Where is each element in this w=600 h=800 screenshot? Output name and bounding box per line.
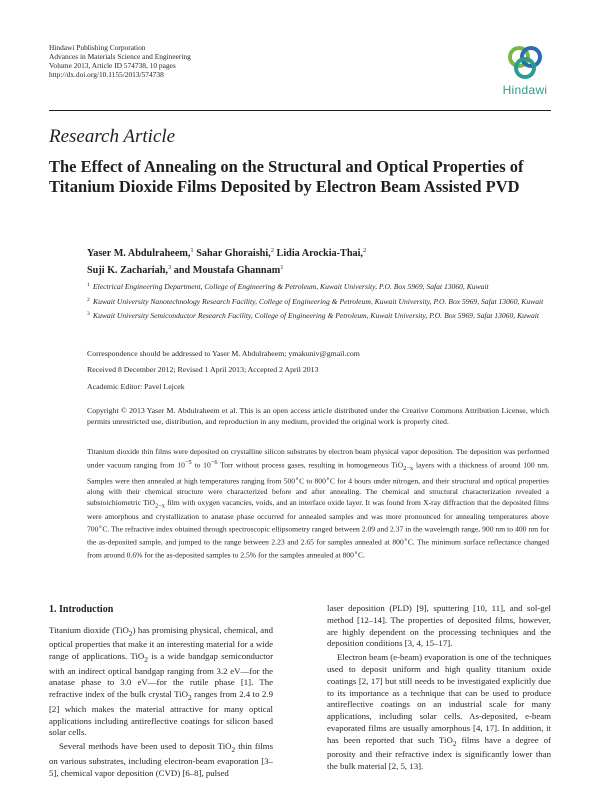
degree-sign: ∘ [403,536,408,544]
academic-editor: Academic Editor: Pavel Lejcek [87,382,185,391]
correspondence: Correspondence should be addressed to Yaser M. Abdulraheem; ymakuniv@gmail.com [87,349,360,358]
publisher-name: Hindawi Publishing Corporation [49,43,146,52]
doi-link[interactable]: http://dx.doi.org/10.1155/2013/574738 [49,70,164,79]
abstract-text: to 10 [191,460,211,470]
paragraph-text: films have a degree of porosity and their refractive index is significantly lower than the bulk material [2, 5, 13]. [327,734,551,772]
affiliations [87,282,549,326]
copyright-notice: Copyright © 2013 Yaser M. Abdulraheem et al. This is an open access article distributed under the Creative Commons Attribution License, which permits unrestricted use, distribution, and reproduction in any medium, provided the original work is properly cited. [87,406,549,426]
affiliation-number: 1 [87,282,90,288]
abstract-text: C to 800 [299,476,326,486]
article-type: Research Article [49,126,176,147]
paragraph [327,652,551,773]
author-list [87,244,547,278]
abstract-text: C. The minimum surface reflectance changed from around 0.6% for the as-deposited samples to 2.5% for the samples annealed at 800 [87,537,549,560]
affiliation-text: Kuwait University Nanotechnology Research Facility, College of Engineering & Petroleum, Kuwait University, P.O. Box 5969, Safat 13060, Kuwait [93,296,544,306]
exponent: −5 [184,458,192,466]
paragraph-text: Titanium dioxide (TiO [49,624,129,635]
hindawi-logo-text: Hindawi [502,83,548,97]
publication-info [49,43,191,79]
author-affil-number: 3 [167,264,172,271]
degree-sign: ∘ [98,523,103,531]
paragraph [49,741,273,779]
subscript: 2−x [155,502,165,510]
author-name: Lidia Arockia-Thai, [276,248,363,259]
author-name: Suji K. Zachariah, [87,265,168,276]
affiliation [87,282,549,293]
paragraph-text: is a wide bandgap semiconductor with an indirect optical bandgap ranging from 3.2 eV—for the anatase phase to 3.0 eV—for the rutile phase [1]. The refractive index of the bulk crystal TiO [49,651,273,700]
author-name: and Moustafa Ghannam [173,265,281,276]
paragraph [49,625,273,739]
degree-sign: ∘ [325,475,330,483]
author-name: Yaser M. Abdulraheem, [87,248,191,259]
journal-name: Advances in Materials Science and Engineering [49,52,191,61]
author-affil-number: 2 [270,247,274,254]
abstract-text: film with oxygen vacancies, voids, and an interface oxide layer. It was found from X-ray diffraction that the deposited films were amorphous and crystallization to anatase phase occurred for annealed samples and was more pronounced for annealing temperatures above 700 [87,497,549,534]
affiliation-number: 3 [87,311,90,317]
author-name: Sahar Ghoraishi, [196,248,271,259]
affiliation [87,311,549,322]
subscript: 2 [144,654,148,664]
paragraph-text: Electron beam (e-beam) evaporation is one of the techniques used to deposit uniform and high quality titanium oxide coatings [2, 17] but still needs to be investigated explicitly due to its importance as a technique that can be used to produce antireflective coatings on an industrial scale for many applications, including solar cells. As-deposited, e-beam evaporated films are usually amorphous [4, 17]. In addition, it has been reported that such TiO [327,652,551,745]
affiliation [87,297,549,308]
subscript: 2 [128,628,133,638]
abstract-text: layers with a thickness of around 100 nm. Samples were then annealed at high temperatures ranging from 500 [87,460,550,486]
header-divider [49,110,551,111]
article-dates: Received 8 December 2012; Revised 1 April 2013; Accepted 2 April 2013 [87,365,319,374]
subscript: 2 [188,693,192,703]
paragraph-text: Several methods have been used to deposit TiO [59,741,232,752]
body-column-right [327,603,551,773]
hindawi-logo-icon [505,44,545,82]
abstract-text: C. [357,550,365,560]
abstract-text: Titanium dioxide thin films were deposited on crystalline silicon substrates by electron beam physical vapor deposition. The deposition was performed under vacuum ranging from 10 [87,447,549,470]
affiliation-text: Electrical Engineering Department, College of Engineering & Petroleum, Kuwait University, P.O. Box 5969, Safat 13060, Kuwait [93,282,489,291]
article-title: The Effect of Annealing on the Structural and Optical Properties of Titanium Dioxide Films Deposited by Electron Beam Assisted PVD [49,157,524,196]
paragraph: laser deposition (PLD) [9], sputtering [10, 11], and sol-gel method [12–14]. The properties of deposited films, however, are highly dependent on the processing techniques and the deposition conditions [3, 4, 15–17]. [327,603,551,649]
body-column-left [49,604,273,779]
paragraph-text: ) has promising physical, chemical, and optical properties that make it an interesting material for a wide range of applications. TiO [49,624,273,662]
subscript: 2−x [403,464,414,472]
degree-sign: ∘ [295,475,300,483]
author-affil-number: 1 [280,264,284,271]
author-affil-number: 2 [362,247,367,254]
volume-info: Volume 2013, Article ID 574738, 10 pages [49,61,176,70]
abstract-text: C. The refractive index obtained through spectroscopic ellipsometry ranged between 2.09 and 2.37 in the wavelength range, 900 nm to 400 nm for the as-deposited sample, and jumped to the range between 2.23 and 2.65 for samples annealed at 800 [87,524,549,547]
paragraph-text: ranges from 2.4 to 2.9 [2] which makes the material attractive for many optical applications including antireflective coatings for silicon based solar cells. [49,689,274,738]
abstract [87,447,549,561]
hindawi-logo [497,44,553,97]
subscript: 2 [452,738,457,748]
degree-sign: ∘ [353,549,358,557]
exponent: −6 [210,458,218,466]
section-heading: 1. Introduction [49,604,114,615]
affiliation-number: 2 [87,296,90,303]
affiliation-text: Kuwait University Semiconductor Research Facility, College of Engineering & Petroleum, Kuwait University, P.O. Box 5969, Safat 13060, Kuwait [93,311,540,320]
author-affil-number: 1 [190,247,194,254]
paragraph-text: thin films on various substrates, including electron-beam evaporation [3–5], chemical vapor deposition (CVD) [6–8], pulsed [49,741,274,778]
abstract-text: Torr without process gases, resulting in homogeneous TiO [217,460,404,470]
subscript: 2 [231,744,236,754]
abstract-text: C for 4 hours under nitrogen, and their structural and optical properties along with their chemical structure were characterized before and after annealing. The chemical and structural characterization revealed a substoichiometric TiO [87,476,549,507]
